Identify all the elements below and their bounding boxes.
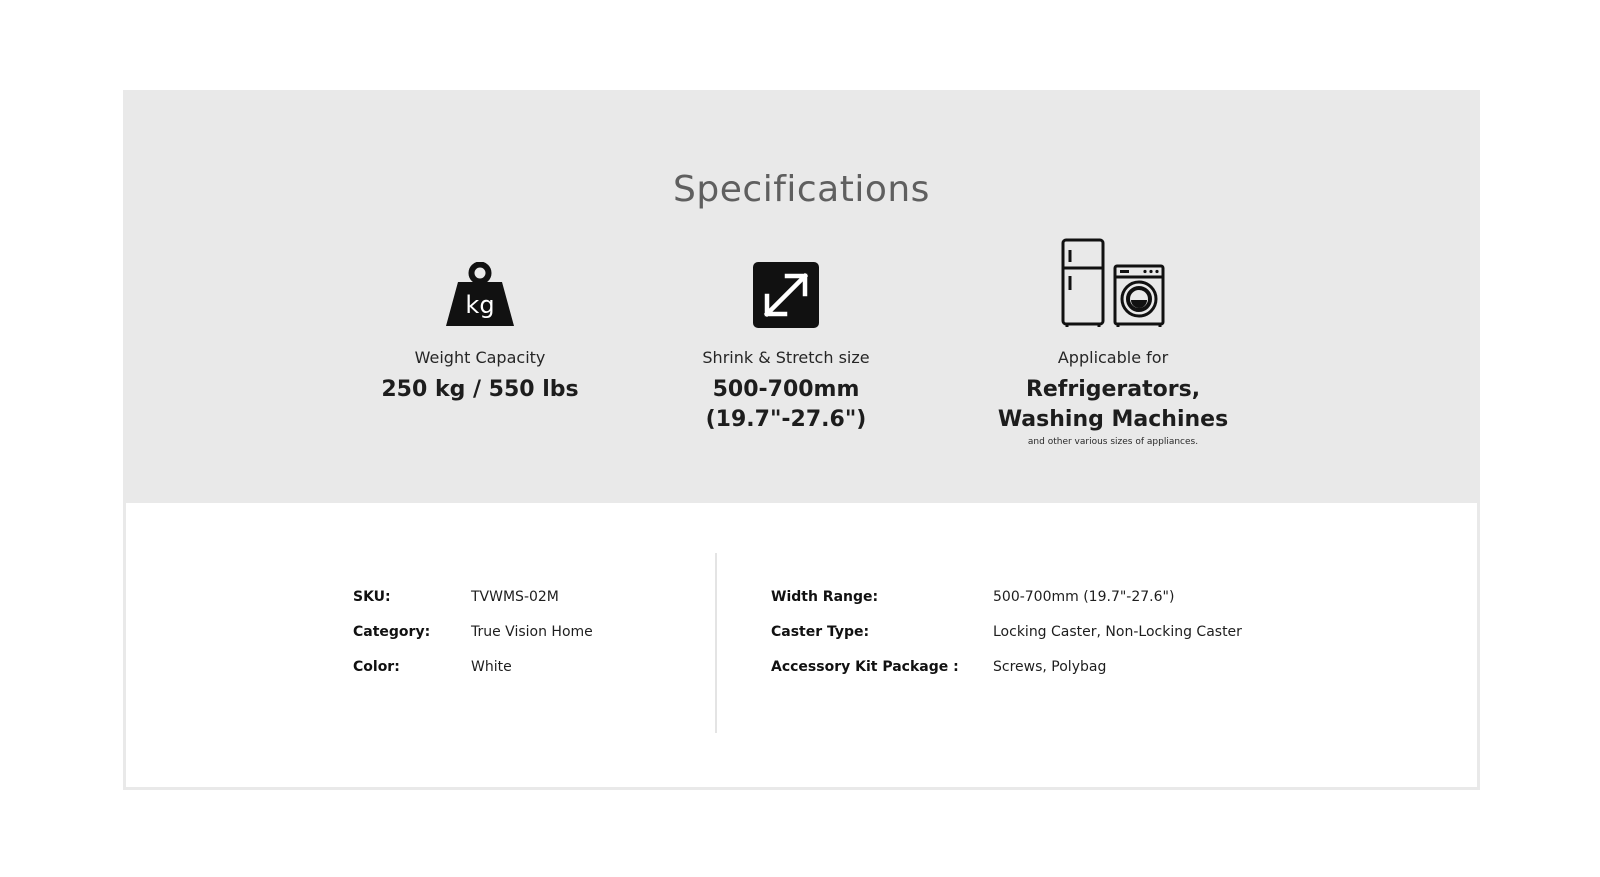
detail-value: 500-700mm (19.7"-27.6") — [993, 588, 1175, 605]
detail-value: Locking Caster, Non-Locking Caster — [993, 623, 1242, 640]
specifications-title: Specifications — [673, 169, 930, 210]
kg-weight-icon — [444, 262, 516, 328]
feature-value-line: 250 kg / 550 lbs — [381, 377, 579, 402]
svg-text:kg: kg — [465, 291, 495, 319]
details-divider — [715, 553, 717, 733]
detail-row-caster-type — [771, 614, 1242, 649]
detail-key: Caster Type: — [771, 623, 870, 640]
feature-label: Shrink & Stretch size — [702, 348, 870, 367]
detail-row-accessory-kit — [771, 649, 1242, 684]
detail-value: White — [471, 658, 512, 675]
feature-label: Applicable for — [1057, 348, 1169, 367]
detail-key: Accessory Kit Package : — [771, 658, 959, 675]
detail-key: SKU: — [353, 588, 391, 605]
feature-note: and other various sizes of appliances. — [1027, 437, 1199, 447]
feature-applicable-for — [953, 233, 1273, 447]
detail-value: Screws, Polybag — [993, 658, 1107, 675]
feature-label: Weight Capacity — [414, 348, 546, 367]
feature-value-line: Refrigerators, — [1025, 377, 1201, 402]
product-details — [126, 503, 1477, 787]
specifications-card — [123, 90, 1480, 790]
specifications-band — [126, 93, 1477, 503]
detail-key: Color: — [353, 658, 400, 675]
detail-value: TVWMS-02M — [471, 588, 559, 605]
feature-value — [320, 375, 640, 405]
feature-value-line: Washing Machines — [997, 407, 1229, 432]
expand-arrows-icon — [753, 262, 819, 328]
feature-value — [626, 375, 946, 435]
details-right-column — [771, 579, 1242, 684]
feature-value-line: (19.7"-27.6") — [705, 407, 867, 432]
fridge-washer-icon — [1061, 238, 1165, 328]
detail-row-color — [353, 649, 593, 684]
feature-shrink-stretch — [626, 233, 946, 435]
detail-row-category — [353, 614, 593, 649]
details-left-column — [353, 579, 593, 684]
detail-key: Category: — [353, 623, 431, 640]
detail-value: True Vision Home — [471, 623, 593, 640]
feature-value — [953, 375, 1273, 435]
feature-weight-capacity — [320, 233, 640, 405]
detail-key: Width Range: — [771, 588, 879, 605]
detail-row-width-range — [771, 579, 1242, 614]
detail-row-sku — [353, 579, 593, 614]
feature-value-line: 500-700mm — [712, 377, 860, 402]
